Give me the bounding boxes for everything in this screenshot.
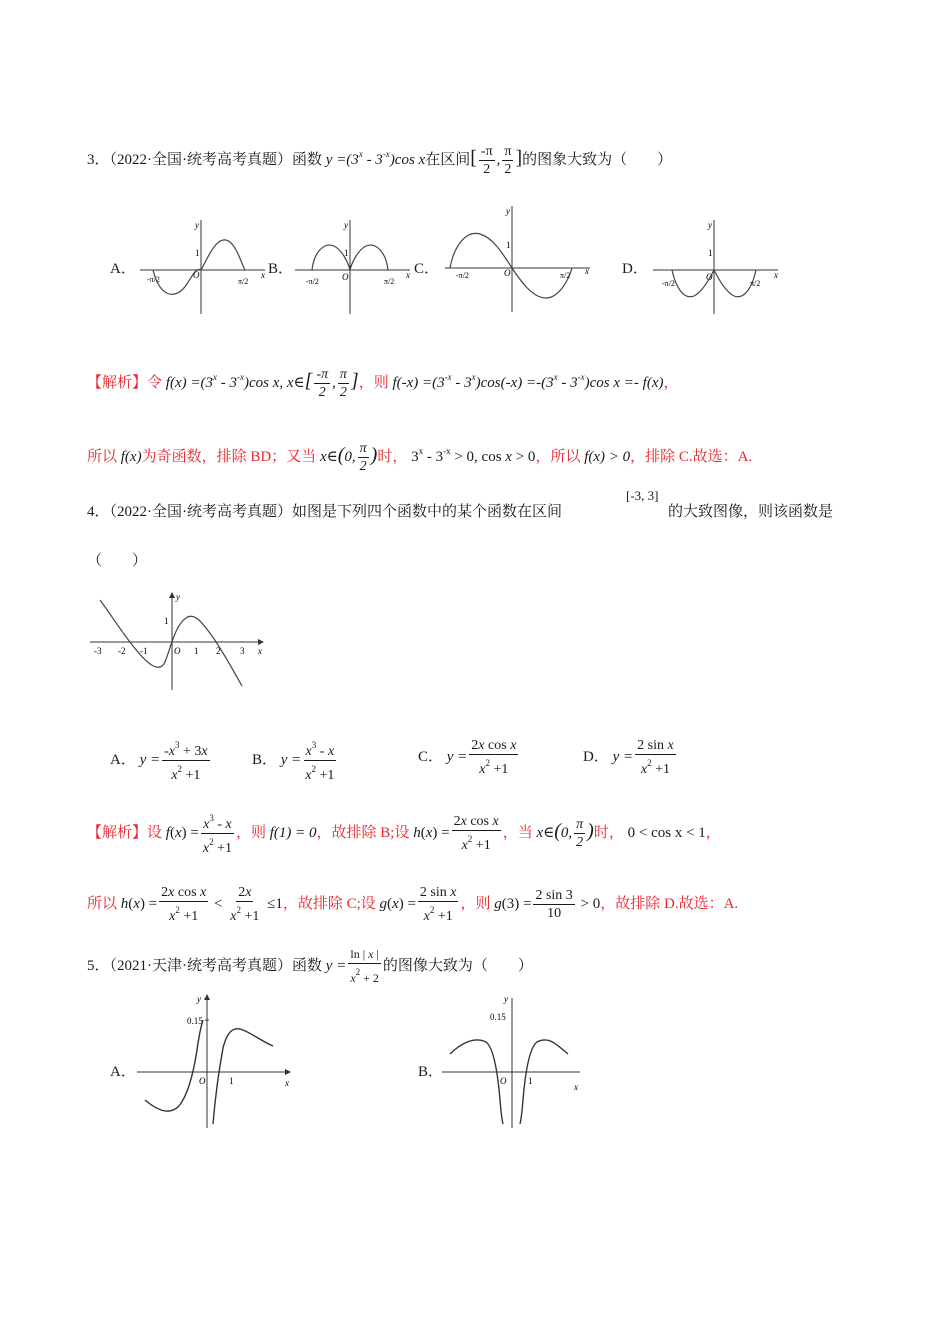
q3-c-tick-one: 1 (506, 240, 511, 250)
q3-solution-range: x∈(0, $\frac{\pi}{2}$ ) (319, 441, 378, 474)
q3-graph-b (290, 212, 415, 317)
q3-option-b-label[interactable]: B． (268, 261, 294, 277)
q3-solution-line1: 【解析】令 $f(x) =(3^x - 3^{-x})\cos$ x, x∈[ $\frac{-\pi}{2}$ , $\frac{\pi}{2}$ ]，则 $f(-x) =(3^{-x} - 3^x)\cos(-x) =-(3^x - 3^{-x})\cos$ x =- f(x)， (87, 367, 679, 400)
q3-solution-def: $f(x) =(3^x - 3^{-x})\cos$ x, x∈[ $\frac{-\pi}{2}$ , $\frac{\pi}{2}$ ] (165, 367, 359, 400)
q3-b-tick-left: -π/2 (306, 277, 319, 286)
q5-graph-b (440, 990, 590, 1130)
q4-solution-h: h(x) = $\frac{\text{2x cos x}}{x^2 +1}$ (413, 814, 499, 853)
q3-c-tick-right: π/2 (560, 271, 571, 280)
q3-solution-odd: $f(-x) =(3^{-x} - 3^x)\cos(-x) =-(3^x - 3^{-x})\cos$ x =- f(x) (392, 371, 664, 391)
q3-a-tick-right: π/2 (238, 277, 249, 286)
q4-tick-2: 2 (216, 646, 221, 656)
q3-c-origin: O (504, 268, 511, 278)
q3-graph-d (648, 212, 783, 317)
q3-c-curve (450, 233, 572, 298)
q4-option-a[interactable]: A． y = $\frac{-x^3 + 3x}{x^2 +1}$ (110, 737, 212, 784)
q3-solution-ineq: $3^x - 3^{-x} > 0$, cos x > 0 (411, 445, 536, 465)
q3-option-c-label[interactable]: C． (414, 261, 440, 277)
q4-option-d[interactable]: D． y = $\frac{\text{2 sin x}}{x^2 +1}$ (583, 738, 674, 777)
q3-interval: [ (470, 146, 477, 169)
q3-d-tick-left: -π/2 (662, 279, 675, 288)
q3-a-origin: O (193, 270, 200, 280)
q3-number: 3． (87, 151, 110, 168)
q4-tick-neg1: -1 (140, 646, 148, 656)
q5-source: （2021·天津·统考高考真题） (109, 957, 293, 974)
q3-a-tick-left: -π/2 (147, 275, 160, 284)
q4-solution-line2: 所以 h(x) = $\frac{\text{2x cos x}}{x^2 +1}$ < $\frac{2x}{x^2 +1}$ ≤1，故排除 C;设 g(x) = $\frac{\text{2 sin x}}{x^2 +1}$ ，则 g(3) = $\frac{2 \sin 3}{10}$ > 0，故排除 D.故选：A. (87, 885, 739, 924)
q4-interval: [-3, 3] (626, 488, 659, 503)
q4-tick-1: 1 (194, 646, 199, 656)
q4-solution-g: g(x) = $\frac{\text{2 sin x}}{x^2 +1}$ (379, 885, 457, 924)
q4-origin: O (174, 646, 181, 656)
q3-c-tick-left: -π/2 (456, 271, 469, 280)
q4-graph (90, 590, 270, 690)
q3-d-axis-x: x (774, 270, 778, 280)
q3-a-axis-x: x (261, 270, 265, 280)
q3-b-tick-right: π/2 (384, 277, 395, 286)
q5-a-curve-right (213, 1029, 273, 1124)
q3-b-origin: O (342, 272, 349, 282)
q4-number: 4． (87, 504, 110, 520)
q4-curve (100, 600, 242, 686)
q4-stem-tail: 的大致图像，则该函数是 (668, 504, 834, 520)
q5-b-axis-x: x (574, 1082, 578, 1092)
q4-stem: 4．（2022·全国·统考高考真题）如图是下列四个函数中的某个函数在区间 (87, 504, 563, 520)
q4-source: （2022·全国·统考高考真题） (109, 504, 293, 520)
q5-a-origin: O (199, 1076, 206, 1086)
q3-solution-pos: f(x) > 0 (584, 448, 631, 465)
q4-tick-neg2: -2 (118, 646, 126, 656)
q3-formula: $y =(3^x - 3^{-x})\cos$ x (325, 148, 426, 168)
q3-d-origin: O (706, 272, 713, 282)
q4-paren: （ ） (87, 553, 148, 569)
q4-axis-x: x (258, 646, 262, 656)
q4-solution-g3: g(3) = $\frac{2 \sin 3}{10}$ > 0 (494, 888, 601, 921)
q3-b-axis-x: x (406, 270, 410, 280)
q4-solution-cos: 0 < cos x < 1 (627, 824, 706, 841)
q5-b-tick-one: 1 (528, 1076, 533, 1086)
q4-solution-tag: 【解析】 (87, 824, 148, 841)
q4-option-c[interactable]: C． y = $\frac{\text{2x cos x}}{x^2 +1}$ (418, 738, 517, 777)
q4-solution-h-bound: h(x) = $\frac{\text{2x cos x}}{x^2 +1}$ < $\frac{2x}{x^2 +1}$ ≤1 (120, 885, 283, 924)
q4-solution-range: x∈(0, $\frac{\pi}{2}$ ) (536, 817, 594, 850)
q5-formula: y = (325, 957, 347, 974)
q3-d-tick-one: 1 (708, 248, 713, 258)
q5-b-curve-left (450, 1040, 503, 1124)
q3-d-tick-right: π/2 (750, 279, 761, 288)
q5-b-axis-y: y (504, 994, 508, 1004)
q5-a-axis-y: y (197, 994, 201, 1004)
q3-a-axis-y: y (195, 220, 199, 230)
q5-option-a-label[interactable]: A． (110, 1064, 136, 1080)
q5-a-tick-015: 0.15 (187, 1016, 203, 1026)
q4-tick-neg3: -3 (94, 646, 102, 656)
q3-d-axis-y: y (708, 220, 712, 230)
q3-b-tick-one: 1 (344, 248, 349, 258)
q5-a-axis-x: x (285, 1078, 289, 1088)
q3-b-axis-y: y (344, 220, 348, 230)
q3-solution-tag: 【解析】 (87, 374, 148, 391)
q5-b-origin: O (500, 1076, 507, 1086)
q3-graph-a (135, 212, 270, 317)
q5-graph-a (135, 990, 295, 1130)
q3-c-axis-x: x (585, 266, 589, 276)
q5-number: 5． (87, 957, 110, 974)
q4-axis-y: y (176, 592, 180, 602)
q4-solution-f1: f(1) = 0 (269, 824, 317, 841)
q4-option-b[interactable]: B． y = $\frac{x^3 - x}{x^2 +1}$ (252, 737, 338, 784)
q3-option-a-label[interactable]: A． (110, 261, 136, 277)
q5-b-tick-015: 0.15 (490, 1012, 506, 1022)
q5-option-b-label[interactable]: B． (418, 1064, 444, 1080)
q3-a-tick-one: 1 (195, 248, 200, 258)
q5-a-curve-left (145, 1020, 203, 1111)
q3-solution-line2: 所以 f(x)为奇函数，排除 BD；又当 x∈(0, $\frac{\pi}{2}$ )时， $3^x - 3^{-x} > 0$, cos x > 0，所以 f(x) > 0，排除 C.故选：A. (87, 441, 753, 474)
q4-solution-f: f(x) = $\frac{x^3 - x}{x^2 +1}$ (166, 825, 236, 841)
q4-tick-one-y: 1 (164, 616, 169, 626)
q5-stem: 5．（2021·天津·统考高考真题）函数 y = $\frac{\ln | x |}{x^2 + 2}$ 的图像大致为（ ） (87, 947, 533, 985)
q5-a-tick-one: 1 (229, 1076, 234, 1086)
q3-stem: 3．（2022·全国·统考高考真题）函数 $y =(3^x - 3^{-x})\cos$ x在区间[ $\frac{-\pi}{2}$ , $\frac{\pi}{2}$ ]的图象大致为（ ） (87, 144, 673, 177)
q3-solution-fx: f(x) (120, 448, 142, 465)
q3-graph-c (440, 200, 595, 315)
q3-source: （2022·全国·统考高考真题） (109, 151, 293, 168)
q3-c-axis-y: y (506, 206, 510, 216)
q4-solution-line1: 【解析】设 f(x) = $\frac{x^3 - x}{x^2 +1}$ ，则 f(1) = 0，故排除 B;设 h(x) = $\frac{\text{2x cos x}}{x^2 +1}$ ，当 x∈(0, $\frac{\pi}{2}$ )时， 0 < cos x < 1， (87, 810, 721, 857)
q3-option-d-label[interactable]: D． (622, 261, 648, 277)
q4-tick-3: 3 (240, 646, 245, 656)
